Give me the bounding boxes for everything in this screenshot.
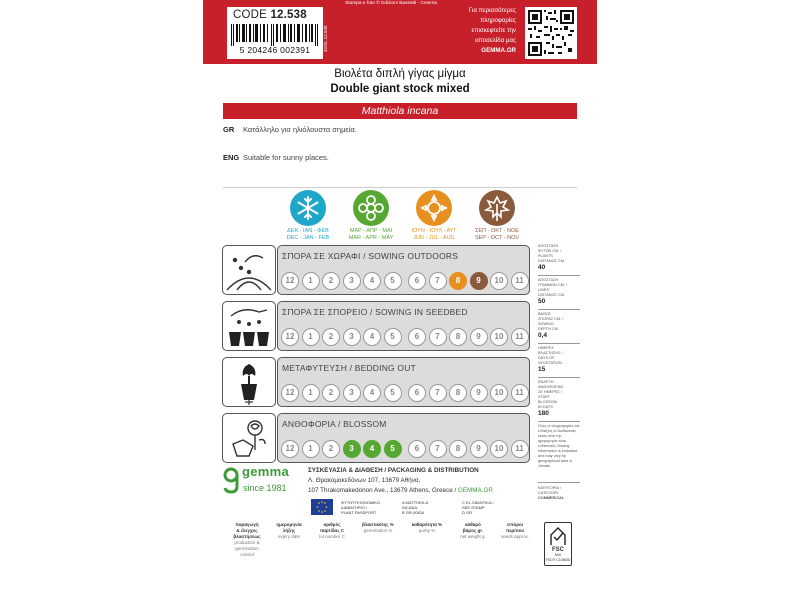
month-circle: 6 <box>408 440 426 458</box>
blossom-months <box>281 440 529 458</box>
title-greek: Βιολέτα διπλή γίγας μίγμα <box>334 68 466 80</box>
plants-distance-value: 40 <box>538 264 546 271</box>
expiry-date-col: ημερομηνία λήξης expiry date <box>276 522 302 539</box>
barcode-number: 5 204246 002391 <box>239 45 311 55</box>
eu-flag-icon <box>311 499 333 515</box>
sowing-outdoors-months <box>281 272 529 290</box>
month-circle: 1 <box>302 328 320 346</box>
season-winter-label: ΔΕΚ - ΙΑΝ - ΦΕΒ DEC - JAN - FEB <box>286 228 330 241</box>
sowing-seedbed-title: ΣΠΟΡΑ ΣΕ ΣΠΟΡΕΙΟ / SOWING IN SEEDBED <box>282 307 468 317</box>
vegetation-days-label: ΗΜΕΡΕΣ ΒΛΑΣΤΗΣΗΣ / DAYS OF VEGETATION <box>538 346 563 365</box>
sowing-depth-label: ΒΑΘΟΣ ΣΠΟΡΑΣ CM. / SOWING DEPTH CM. <box>538 312 564 331</box>
month-circle: 10 <box>490 328 508 346</box>
month-circle: 6 <box>408 272 426 290</box>
month-circle: 4 <box>363 272 381 290</box>
side-divider <box>538 421 580 422</box>
month-circle: 10 <box>490 272 508 290</box>
side-divider <box>538 309 580 310</box>
month-circle: 1 <box>302 384 320 402</box>
blossom-start-info <box>538 380 582 417</box>
month-circle: 8 <box>449 384 467 402</box>
sowing-depth-value: 0,4 <box>538 332 548 339</box>
month-circle: 5 <box>384 272 402 290</box>
month-circle: 12 <box>281 384 299 402</box>
lang-code-gr: GR <box>223 125 235 134</box>
month-circle: 2 <box>322 328 340 346</box>
production-control-col: παραγωγή & έλεγχος βλαστήσεως production & germination control <box>233 522 261 557</box>
month-circle: 3 <box>343 440 361 458</box>
brand-since: since 1981 <box>243 483 287 493</box>
flower-icon <box>353 190 389 226</box>
side-divider <box>538 343 580 344</box>
side-divider <box>538 482 580 483</box>
month-circle: 9 <box>470 440 488 458</box>
vertical-code: 4GSL.12.538 <box>323 25 328 52</box>
month-circle: 3 <box>343 328 361 346</box>
sowing-depth-info <box>538 312 582 339</box>
season-spring-label: ΜΑΡ - ΑΠΡ - ΜΑΙ MAR - APR - MAY <box>348 228 394 241</box>
month-circle: 4 <box>363 440 381 458</box>
more-info-text: Για περισσότερες πληροφορίες επισκεφτείτε την ιστοσελίδα μας GEMMA.GR <box>468 7 516 54</box>
month-circle: 5 <box>384 440 402 458</box>
barcode <box>231 24 319 46</box>
passport-species: A MATTHIOLA INCANA B GR-00834 <box>402 500 429 515</box>
plant-passport-label: ΦΥΤΟΫΓΕΙΟΝΟΜΙΚΟ ΔΙΑΒΑΤΗΡΙΟ / PLANT PASSPORT <box>341 500 380 515</box>
fsc-logo: FSC MIX FSC® C105630 <box>544 522 572 566</box>
website-link[interactable]: GEMMA.GR <box>457 487 493 494</box>
lines-distance-info <box>538 278 582 305</box>
month-circle: 5 <box>384 384 402 402</box>
month-circle: 1 <box>302 440 320 458</box>
plants-distance-info <box>538 244 582 271</box>
bedding-out-months <box>281 384 529 402</box>
month-circle: 4 <box>363 384 381 402</box>
month-circle: 2 <box>322 272 340 290</box>
month-circle: 3 <box>343 272 361 290</box>
month-circle: 7 <box>429 384 447 402</box>
month-circle: 9 <box>470 328 488 346</box>
month-circle: 10 <box>490 384 508 402</box>
vegetation-days-info <box>538 346 582 373</box>
divider <box>223 187 577 188</box>
bedding-out-title: ΜΕΤΑΦΥΤΕΥΣΗ / BEDDING OUT <box>282 363 416 373</box>
description-gr: Κατάλληλο για ηλιόλουστα σημεία. <box>243 125 357 134</box>
latin-name: Matthiola incana <box>223 103 577 119</box>
month-circle: 12 <box>281 272 299 290</box>
month-circle: 11 <box>511 272 529 290</box>
purity-col: καθαρότητα % purity % <box>411 522 443 533</box>
title-english: Double giant stock mixed <box>330 83 470 95</box>
gemma-logo-icon <box>222 466 240 499</box>
seeds-approx-col: σπόροι περίπου seeds approx. <box>500 522 530 539</box>
month-circle: 9 <box>470 384 488 402</box>
plants-distance-label: ΑΠΟΣΤΑΣΗ ΦΥΤΩΝ CM. / PLANTS DISTANCE CM. <box>538 244 565 263</box>
blossom-icon <box>222 413 276 463</box>
blossom-start-label: ΕΝΑΡΞΗ ΑΝΘΟΦΟΡΙΑΣ ΣΕ ΗΜΕΡΕΣ / START BLOSSOM IN DAYS <box>538 380 564 409</box>
tree-check-icon <box>545 525 571 547</box>
side-divider <box>538 377 580 378</box>
product-code: CODE 12.538 <box>233 9 307 21</box>
field-sowing-icon <box>222 245 276 295</box>
season-summer-label: ΙΟΥΝ - ΙΟΥΛ - ΑΥΓ JUN - JUL - AUG <box>411 228 457 241</box>
month-circle: 8 <box>449 328 467 346</box>
packaging-info: ΣΥΣΚΕΥΑΣΙΑ & ΔΙΑΘΕΣΗ / PACKAGING & DISTRIBUTION Λ. Θρακομακεδόνων 107, 13679 Αθήνα, 107 Thrakomakedonon Ave., 13679 Athens, Greece / GEMMA.GR <box>308 467 493 494</box>
snowflake-icon <box>290 190 326 226</box>
month-circle: 1 <box>302 272 320 290</box>
month-circle: 7 <box>429 272 447 290</box>
lot-number-col: αριθμός παρτίδας C lot number C <box>319 522 345 539</box>
description-en: Suitable for sunny places. <box>243 153 329 162</box>
month-circle: 11 <box>511 328 529 346</box>
month-circle: 12 <box>281 440 299 458</box>
germination-col: βλαστικότης % germination % <box>362 522 394 533</box>
month-circle: 12 <box>281 328 299 346</box>
month-circle: 11 <box>511 384 529 402</box>
header-credit: Stampa e foto © Edizioni Bassetti - Cesena <box>345 1 438 6</box>
month-circle: 10 <box>490 440 508 458</box>
lines-distance-value: 50 <box>538 298 546 305</box>
transplant-icon <box>222 357 276 407</box>
month-circle: 7 <box>429 440 447 458</box>
month-circle: 5 <box>384 328 402 346</box>
net-weight-col: καθαρό βάρος gr. net weight g. <box>460 522 486 539</box>
seedbed-icon <box>222 301 276 351</box>
sowing-seedbed-months <box>281 328 529 346</box>
lang-code-en: ENG <box>223 153 240 162</box>
month-circle: 2 <box>322 384 340 402</box>
passport-stamp: C EL.ΣΒΑΝΤΙΚΑ / SEE STAMP D GR <box>462 500 494 515</box>
month-circle: 11 <box>511 440 529 458</box>
month-circle: 7 <box>429 328 447 346</box>
month-circle: 8 <box>449 272 467 290</box>
month-circle: 9 <box>470 272 488 290</box>
month-circle: 3 <box>343 384 361 402</box>
blossom-start-value: 180 <box>538 410 549 417</box>
category-label: ΚΑΤΗΓΟΡΙΑ / CATEGORY COMMERCIAL <box>538 486 565 500</box>
blossom-title: ΑΝΘΟΦΟΡΙΑ / BLOSSOM <box>282 419 387 429</box>
month-circle: 8 <box>449 440 467 458</box>
month-circle: 2 <box>322 440 340 458</box>
brand-name: gemma <box>242 464 290 479</box>
month-circle: 6 <box>408 384 426 402</box>
season-autumn-label: ΣΕΠ - ΟΚΤ - ΝΟΕ SEP - OCT - NOV <box>474 228 520 241</box>
month-circle: 6 <box>408 328 426 346</box>
sowing-outdoors-title: ΣΠΟΡΑ ΣΕ ΧΩΡΑΦΙ / SOWING OUTDOORS <box>282 251 459 261</box>
indicative-note: Όλες οι πληροφορίες και ενδείξεις οι διαδικασίες εκτός από την ημερομηνία είναι ενδεικτικές Sowing information is indicative and may vary by geographical area & climate. <box>538 424 580 468</box>
vegetation-days-value: 15 <box>538 366 546 373</box>
qr-code[interactable] <box>525 7 577 59</box>
lines-distance-label: ΑΠΟΣΤΑΣΗ ΓΡΑΜΜΩΝ CM. / LINES DISTANCE CM. <box>538 278 567 297</box>
month-circle: 4 <box>363 328 381 346</box>
side-divider <box>538 275 580 276</box>
leaf-icon <box>479 190 515 226</box>
sun-icon <box>416 190 452 226</box>
